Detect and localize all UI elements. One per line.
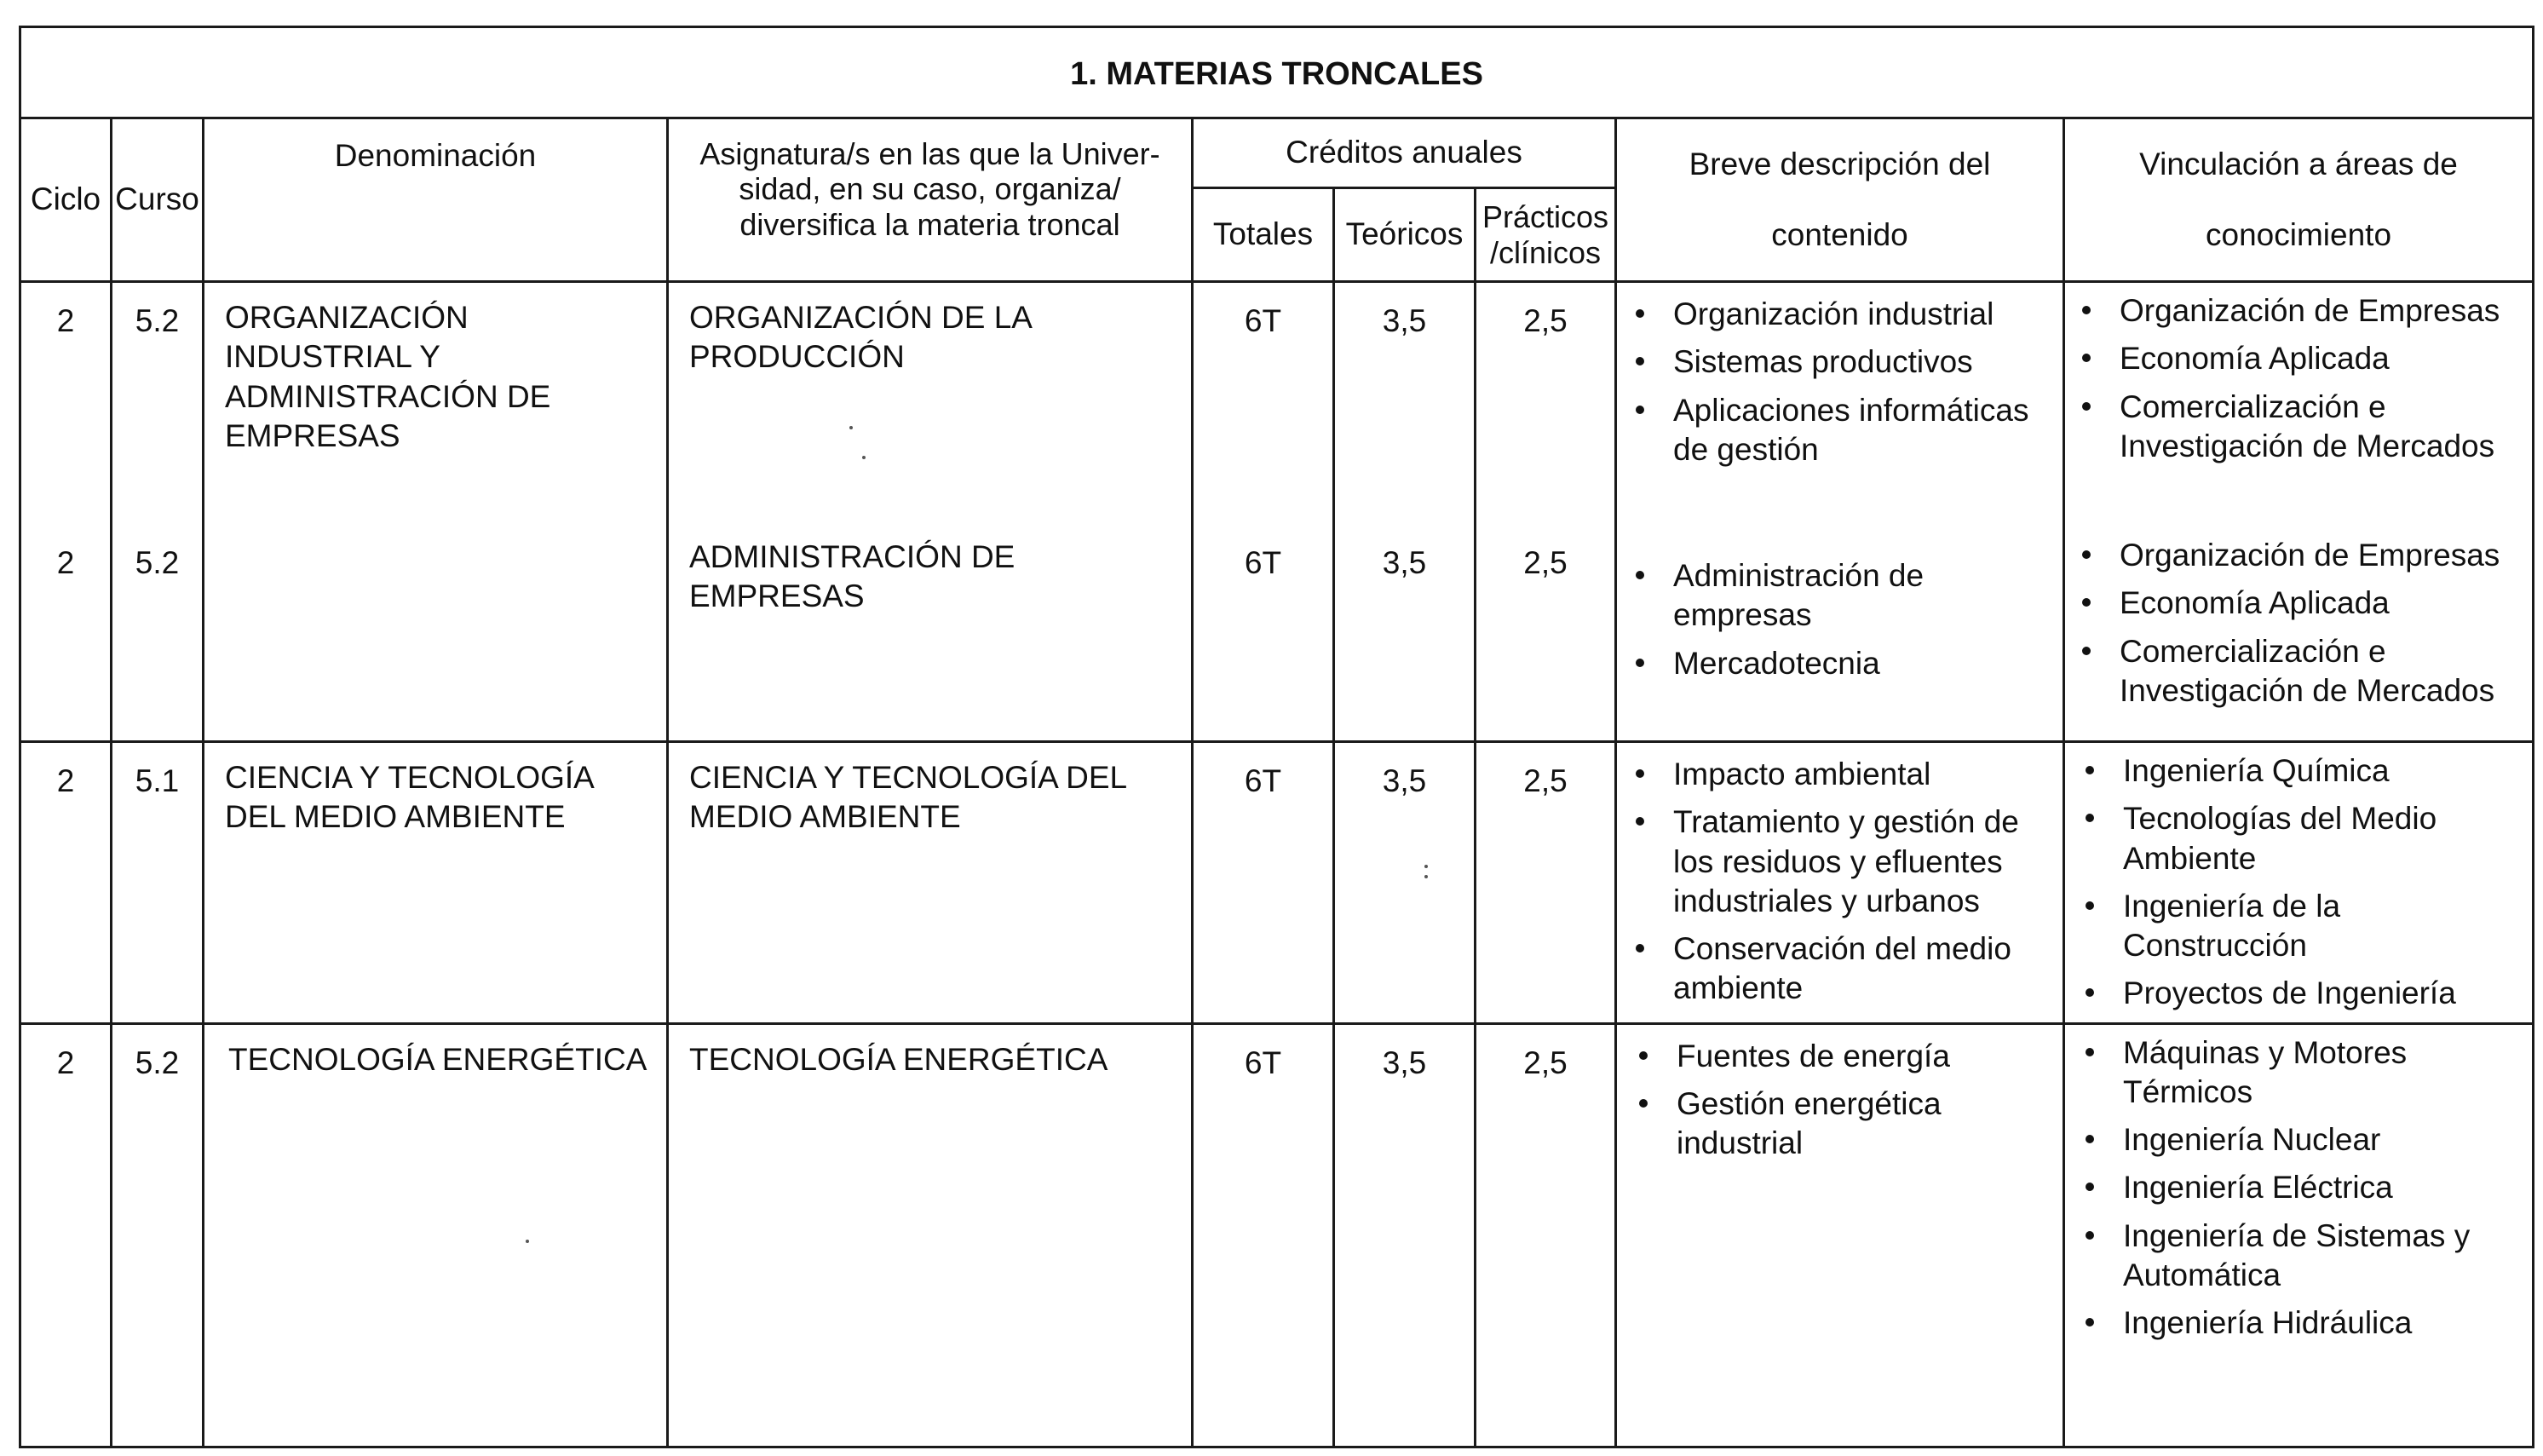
list-item: Sistemas productivos <box>1673 342 2056 382</box>
descripcion-list <box>1617 1025 2063 1164</box>
header-descripcion-line1: Breve descripción del <box>1689 147 1991 182</box>
header-row-1 <box>20 118 2534 188</box>
header-ciclo: Ciclo <box>20 118 112 282</box>
header-curso: Curso <box>112 118 204 282</box>
practicos-value: 2,5 <box>1523 303 1568 338</box>
asignatura-value: ADMINISTRACIÓN DE EMPRESAS <box>689 538 1015 613</box>
curso-cell: 5.1 <box>112 742 204 1024</box>
header-totales: Totales <box>1193 188 1334 282</box>
teoricos-cell <box>1334 282 1476 742</box>
descripcion-list <box>1617 556 2063 683</box>
list-item: Mercadotecnia <box>1673 644 2056 683</box>
list-item: Organización industrial <box>1673 295 2056 334</box>
descripcion-list <box>1617 743 2063 1009</box>
list-item: Ingeniería de la Construcción <box>2123 887 2525 966</box>
list-item: Fuentes de energía <box>1677 1037 2056 1076</box>
header-descripcion <box>1616 118 2064 282</box>
asignatura-value: CIENCIA Y TECNOLOGÍA DEL MEDIO AMBIENTE <box>689 760 1126 835</box>
totales-value: 6T <box>1244 545 1282 581</box>
scan-speck <box>1424 875 1428 878</box>
ciclo-cell: 2 <box>20 742 112 1024</box>
list-item: Ingeniería Química <box>2123 751 2525 791</box>
ciclo-value: 2 <box>56 545 75 581</box>
vinculacion-list <box>2065 1025 2532 1344</box>
scan-speck <box>1424 865 1428 868</box>
totales-cell: 6T <box>1193 742 1334 1024</box>
descripcion-list <box>1617 283 2063 469</box>
curso-cell: 5.2 <box>112 1023 204 1447</box>
practicos-cell <box>1476 282 1616 742</box>
list-item: Administración de empresas <box>1673 556 2056 636</box>
header-asignaturas: Asignatura/s en las que la Univer-sidad, en su caso, organiza/ diversifica la materia troncal <box>668 118 1193 282</box>
ciclo-value: 2 <box>56 303 75 338</box>
vinculacion-cell <box>2064 742 2534 1024</box>
list-item: Proyectos de Ingeniería <box>2123 974 2525 1013</box>
list-item: Comercialización e Investigación de Mercados <box>2120 388 2525 467</box>
teoricos-cell: 3,5 <box>1334 1023 1476 1447</box>
vinculacion-list <box>2065 283 2532 466</box>
table-row <box>20 282 2534 742</box>
asignatura-cell <box>668 282 1193 742</box>
list-item: Máquinas y Motores Térmicos <box>2123 1033 2525 1113</box>
practicos-cell: 2,5 <box>1476 1023 1616 1447</box>
header-teoricos: Teóricos <box>1334 188 1476 282</box>
scan-speck <box>849 426 853 429</box>
denominacion-value: CIENCIA Y TECNOLOGÍA DEL MEDIO AMBIENTE <box>225 760 593 835</box>
table-row <box>20 1023 2534 1447</box>
descripcion-cell <box>1616 1023 2064 1447</box>
materias-troncales-sheet <box>19 26 2532 1448</box>
asignatura-cell <box>668 742 1193 1024</box>
teoricos-value: 3,5 <box>1382 545 1427 581</box>
denominacion-cell: TECNOLOGÍA ENERGÉTICA <box>204 1023 668 1447</box>
header-vinculacion-line1: Vinculación a áreas de <box>2139 147 2458 182</box>
list-item: Tratamiento y gestión de los residuos y efluentes industriales y urbanos <box>1673 803 2056 921</box>
vinculacion-cell <box>2064 282 2534 742</box>
header-practicos: Prácticos /clínicos <box>1476 188 1616 282</box>
asignatura-value: ORGANIZACIÓN DE LA PRODUCCIÓN <box>689 300 1031 375</box>
denominacion-cell <box>204 742 668 1024</box>
list-item: Ingeniería Nuclear <box>2123 1120 2525 1160</box>
materias-troncales-table <box>19 26 2534 1448</box>
scan-speck <box>862 456 866 459</box>
list-item: Impacto ambiental <box>1673 755 2056 794</box>
list-item: Economía Aplicada <box>2120 584 2525 623</box>
list-item: Comercialización e Investigación de Mercados <box>2120 632 2525 711</box>
ciclo-cell <box>20 282 112 742</box>
list-item: Conservación del medio ambiente <box>1673 929 2056 1009</box>
descripcion-cell <box>1616 282 2064 742</box>
totales-value: 6T <box>1244 303 1282 338</box>
totales-cell: 6T <box>1193 1023 1334 1447</box>
asignatura-cell: TECNOLOGÍA ENERGÉTICA <box>668 1023 1193 1447</box>
table-row <box>20 742 2534 1024</box>
list-item: Ingeniería de Sistemas y Automática <box>2123 1217 2525 1296</box>
list-item: Ingeniería Hidráulica <box>2123 1303 2525 1343</box>
list-item: Tecnologías del Medio Ambiente <box>2123 799 2525 878</box>
curso-value: 5.2 <box>135 303 180 338</box>
teoricos-cell: 3,5 <box>1334 742 1476 1024</box>
vinculacion-list <box>2065 536 2532 711</box>
list-item: Ingeniería Eléctrica <box>2123 1168 2525 1207</box>
list-item: Organización de Empresas <box>2120 536 2525 575</box>
ciclo-cell: 2 <box>20 1023 112 1447</box>
denominacion-value: ORGANIZACIÓN INDUSTRIAL Y ADMINISTRACIÓN DE EMPRESAS <box>225 300 551 453</box>
descripcion-cell <box>1616 742 2064 1024</box>
list-item: Gestión energética industrial <box>1677 1085 2056 1164</box>
title-row <box>20 27 2534 118</box>
curso-cell <box>112 282 204 742</box>
header-creditos: Créditos anuales <box>1193 118 1616 188</box>
list-item: Economía Aplicada <box>2120 339 2525 378</box>
curso-value: 5.2 <box>135 545 180 581</box>
practicos-cell: 2,5 <box>1476 742 1616 1024</box>
header-vinculacion-line2: conocimiento <box>2206 216 2392 252</box>
teoricos-value: 3,5 <box>1382 303 1427 338</box>
vinculacion-list <box>2065 743 2532 1014</box>
vinculacion-cell <box>2064 1023 2534 1447</box>
totales-cell <box>1193 282 1334 742</box>
header-denominacion: Denominación <box>204 118 668 282</box>
table-title: 1. MATERIAS TRONCALES <box>20 27 2534 118</box>
list-item: Organización de Empresas <box>2120 291 2525 331</box>
list-item: Aplicaciones informáticas de gestión <box>1673 391 2056 470</box>
header-descripcion-line2: contenido <box>1771 216 1908 252</box>
scan-speck <box>526 1240 529 1243</box>
denominacion-cell <box>204 282 668 742</box>
practicos-value: 2,5 <box>1523 545 1568 581</box>
header-vinculacion <box>2064 118 2534 282</box>
